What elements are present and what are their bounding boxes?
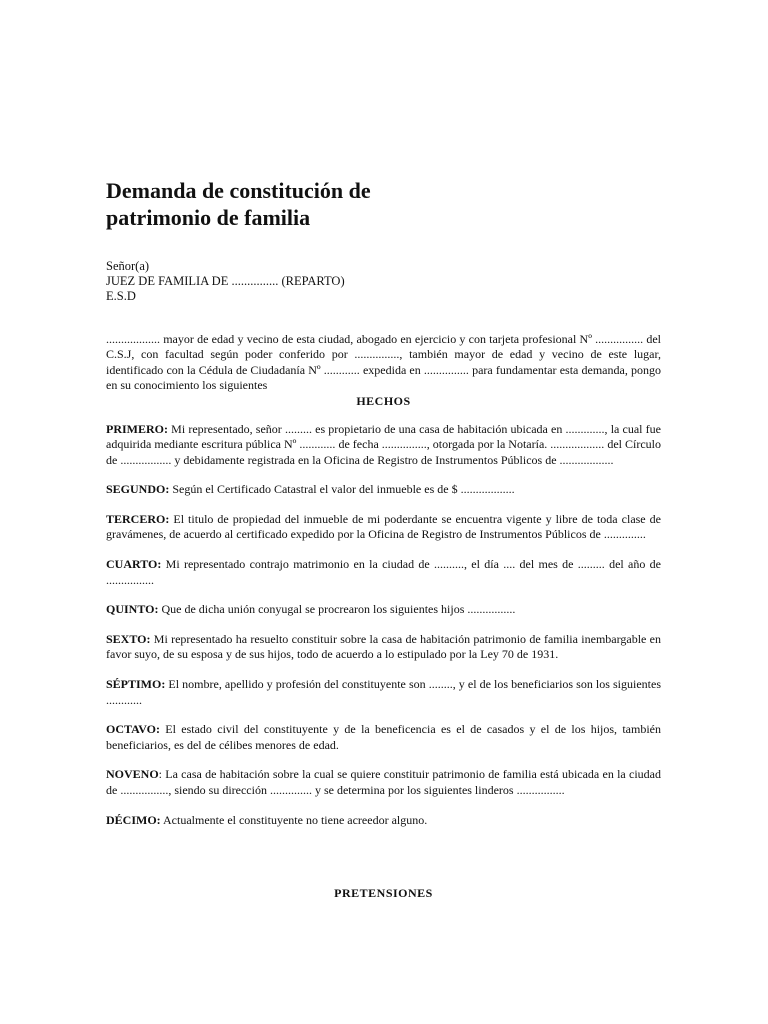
fact-text: El estado civil del constituyente y de la beneficencia es el de casados y el de los hijos, también beneficiarios, es del de célibes menores de edad. xyxy=(106,722,661,752)
judge-line: JUEZ DE FAMILIA DE ............... (REPARTO) xyxy=(106,274,345,288)
fact-label: TERCERO: xyxy=(106,512,170,527)
fact-label: PRIMERO: xyxy=(106,422,168,436)
fact-label: QUINTO: xyxy=(106,602,159,617)
fact-text: Mi representado ha resuelto constituir sobre la casa de habitación patrimonio de familia inembargable en favor suyo, de su esposa y de sus hijos, todo de acuerdo a lo estipulado por la Ley 70 de 1931. xyxy=(106,632,661,662)
fact-paragraph xyxy=(106,813,661,828)
document-title xyxy=(106,177,666,231)
fact-paragraph xyxy=(106,677,661,708)
fact-paragraph xyxy=(106,632,661,663)
fact-text: Actualmente el constituyente no tiene acreedor alguno. xyxy=(160,812,428,827)
fact-text: Que de dicha unión conyugal se procrearon los siguientes hijos ................ xyxy=(158,602,516,617)
address-block xyxy=(106,259,666,304)
salutation: Señor(a) xyxy=(106,259,150,273)
fact-label: SÉPTIMO: xyxy=(106,677,166,692)
fact-label: SEGUNDO: xyxy=(106,482,170,497)
fact-label: OCTAVO: xyxy=(106,722,160,737)
fact-text: Mi representado, señor ......... es propietario de una casa de habitación ubicada en ............., la cual fue adquirida mediante escritura pública Nº ............ de fecha ..............., otorgada por la Notaría. .................. del Círculo de ................. y debidamente registrada en la Oficina de Registro de Instrumentos Públicos de .................. xyxy=(106,422,661,467)
fact-paragraph xyxy=(106,422,661,468)
fact-text: El titulo de propiedad del inmueble de mi poderdante se encuentra vigente y libre de toda clase de gravámenes, de acuerdo al certificado expedido por la Oficina de Registro de Instrumentos Públicos de .............. xyxy=(106,512,661,542)
fact-label: DÉCIMO: xyxy=(106,812,161,827)
intro-paragraph: .................. mayor de edad y vecino de esta ciudad, abogado en ejercicio y con tarjeta profesional Nº ................ del C.S.J, con facultad según poder conferido por ..............., también mayor de edad y vecino de este lugar, identificado con la Cédula de Ciudadanía Nº ............ expedida en ............... para fundamentar esta demanda, pongo en su conocimiento los siguientes xyxy=(106,332,661,392)
title-line-2: patrimonio de familia xyxy=(106,205,311,230)
fact-label: CUARTO: xyxy=(106,557,162,572)
esd-line: E.S.D xyxy=(106,289,136,303)
fact-text: Según el Certificado Catastral el valor del inmueble es de $ .................. xyxy=(169,482,515,497)
facts-list xyxy=(106,422,661,842)
fact-label: NOVENO xyxy=(106,767,159,782)
fact-paragraph xyxy=(106,482,661,497)
fact-paragraph xyxy=(106,557,661,588)
fact-label: SEXTO: xyxy=(106,632,151,647)
heading-hechos: HECHOS xyxy=(356,394,411,408)
fact-text: : La casa de habitación sobre la cual se quiere constituir patrimonio de familia está ubicada en la ciudad de ................, siendo su dirección .............. y se determina por los siguientes linderos ................ xyxy=(106,767,661,797)
fact-paragraph xyxy=(106,722,661,753)
fact-paragraph xyxy=(106,512,661,543)
fact-text: Mi representado contrajo matrimonio en la ciudad de .........., el día .... del mes de ......... del año de ................ xyxy=(106,557,661,587)
fact-paragraph xyxy=(106,767,661,798)
heading-pretensiones: PRETENSIONES xyxy=(334,886,433,900)
fact-paragraph xyxy=(106,602,661,617)
title-line-1: Demanda de constitución de xyxy=(106,178,371,203)
fact-text: El nombre, apellido y profesión del constituyente son ........, y el de los beneficiarios son los siguientes ............ xyxy=(106,677,661,707)
